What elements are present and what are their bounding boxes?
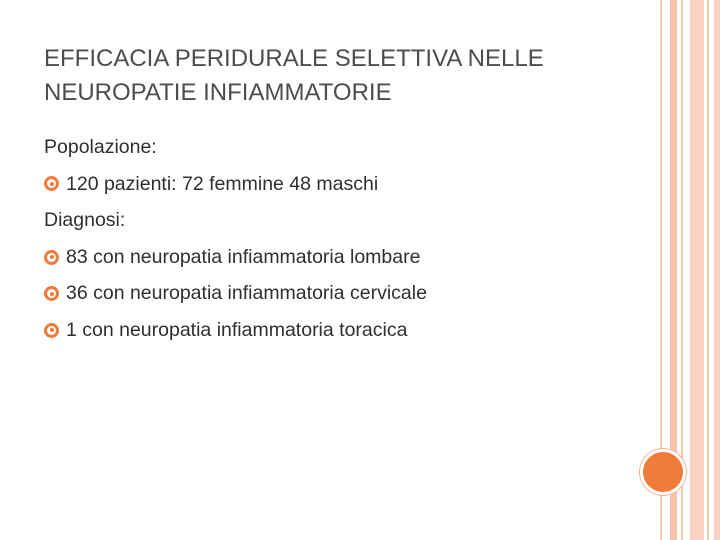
circle-bullet-icon xyxy=(44,323,59,338)
circle-bullet-icon xyxy=(44,176,59,191)
decorative-stripe xyxy=(707,0,709,540)
slide-title-line: EFFICACIA PERIDURALE SELETTIVA NELLE xyxy=(44,45,544,72)
list-item xyxy=(44,239,644,276)
list-item-text: 83 con neuropatia infiammatoria lombare xyxy=(66,245,421,268)
list-item xyxy=(44,312,644,349)
decorative-stripe xyxy=(714,0,720,540)
slide-body xyxy=(44,129,644,349)
list-item xyxy=(44,166,644,203)
section-heading-diagnosi xyxy=(44,202,644,239)
circle-bullet-icon xyxy=(44,250,59,265)
section-heading: Popolazione: xyxy=(44,136,157,158)
decorative-stripe xyxy=(690,0,704,540)
orange-circle-icon xyxy=(640,449,686,495)
list-item-text: 120 pazienti: 72 femmine 48 maschi xyxy=(66,172,379,195)
circle-bullet-icon xyxy=(44,286,59,301)
slide-title-line: NEUROPATIE INFIAMMATORIE xyxy=(44,79,392,106)
slide-title xyxy=(44,42,644,110)
section-heading-popolazione xyxy=(44,129,644,166)
list-item-text: 1 con neuropatia infiammatoria toracica xyxy=(66,318,408,341)
list-item xyxy=(44,275,644,312)
section-heading: Diagnosi: xyxy=(44,209,126,232)
list-item-text: 36 con neuropatia infiammatoria cervicale xyxy=(66,282,427,305)
